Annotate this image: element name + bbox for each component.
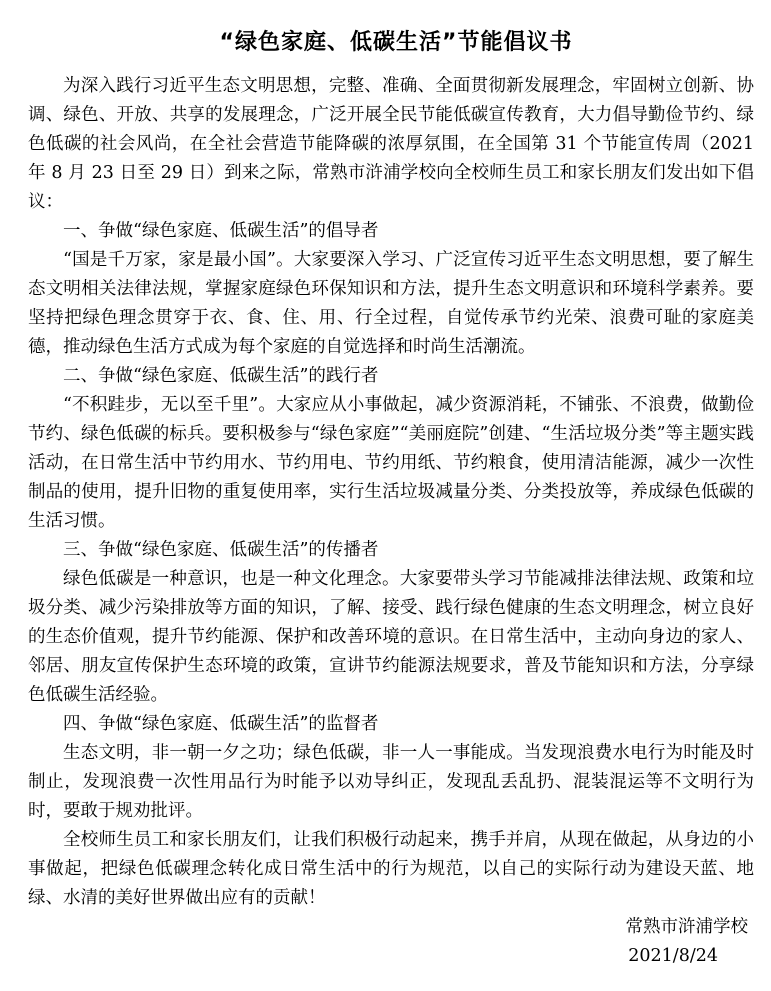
section-body-3: 绿色低碳是一种意识，也是一种文化理念。大家要带头学习节能减排法律法规、政策和垃圾分类、减少污染排放等方面的知识，了解、接受、践行绿色健康的生态文明理念，树立良好的生态价值观，提升节约能源、保护和改善环境的意识。在日常生活中，主动向身边的家人、邻居、朋友宣传保护生态环境的政策，宣讲节约能源法规要求，普及节能知识和方法，分享绿色低碳生活经验。 (28, 569, 754, 705)
section-heading-1: 一、争做“绿色家庭、低碳生活”的倡导者 (63, 221, 379, 241)
signature-organization: 常熟市浒浦学校 (625, 917, 748, 937)
intro-paragraph: 为深入践行习近平生态文明思想，完整、准确、全面贯彻新发展理念，牢固树立创新、协调、绿色、开放、共享的发展理念，广泛开展全民节能低碳宣传教育，大力倡导勤俭节约、绿色低碳的社会风尚，在全社会营造节能降碳的浓厚氛围，在全国第 31 个节能宣传周（2021 年 8 月 23 日至 29 日）到来之际，常熟市浒浦学校向全校师生员工和家长朋友们发出如下倡议： (28, 76, 754, 212)
section-body-1: “国是千万家，家是最小国”。大家要深入学习、广泛宣传习近平生态文明思想，要了解生态文明相关法律法规，掌握家庭绿色环保知识和方法，提升生态文明意识和环境科学素养。要坚持把绿色理念贯穿于衣、食、住、用、行全过程，自觉传承节约光荣、浪费可耻的家庭美德，推动绿色生活方式成为每个家庭的自觉选择和时尚生活潮流。 (28, 250, 754, 357)
closing-paragraph: 全校师生员工和家长朋友们，让我们积极行动起来，携手并肩，从现在做起，从身边的小事做起，把绿色低碳理念转化成日常生活中的行为规范，以自己的实际行动为建设天蓝、地绿、水清的美好世界做出应有的贡献！ (28, 830, 754, 908)
signature-date: 2021/8/24 (628, 946, 718, 966)
section-heading-4: 四、争做“绿色家庭、低碳生活”的监督者 (63, 714, 379, 734)
document-page (28, 28, 754, 971)
section-body-4: 生态文明，非一朝一夕之功；绿色低碳，非一人一事能成。当发现浪费水电行为时能及时制止，发现浪费一次性用品行为时能予以劝导纠正，发现乱丢乱扔、混装混运等不文明行为时，要敢于规劝批评。 (28, 743, 754, 821)
section-heading-3: 三、争做“绿色家庭、低碳生活”的传播者 (63, 540, 379, 560)
document-body (28, 72, 754, 913)
section-heading-2: 二、争做“绿色家庭、低碳生活”的践行者 (63, 366, 379, 386)
signature-block (28, 913, 754, 971)
document-title: “绿色家庭、低碳生活”节能倡议书 (219, 30, 573, 55)
section-body-2: “不积跬步，无以至千里”。大家应从小事做起，减少资源消耗，不铺张、不浪费，做勤俭节约、绿色低碳的标兵。要积极参与“绿色家庭”“美丽庭院”创建、“生活垃圾分类”等主题实践活动，在日常生活中节约用水、节约用电、节约用纸、节约粮食，使用清洁能源，减少一次性制品的使用，提升旧物的重复使用率，实行生活垃圾减量分类、分类投放等，养成绿色低碳的生活习惯。 (28, 395, 754, 531)
